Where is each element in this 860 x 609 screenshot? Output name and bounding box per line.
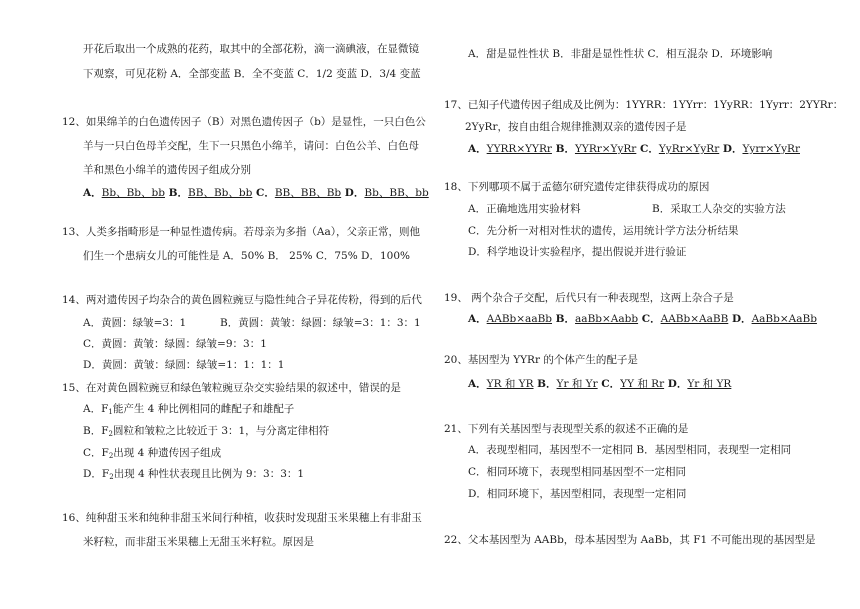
q20-option-a-label: A． — [468, 378, 487, 390]
q20-options — [468, 377, 731, 391]
q15-option-a-prefix: A．F — [83, 403, 109, 415]
q12-option-b-label: B． — [164, 187, 189, 199]
q21-option-c: C．相同环境下，表现型相同基因型不一定相同 — [468, 466, 687, 478]
q15-option-a-subscript: 1 — [108, 408, 113, 416]
q12-option-a-value: Bb、Bb、bb — [101, 187, 165, 199]
q15-option-d-subscript: 2 — [109, 473, 114, 481]
q16-options: A．甜是显性性状 B．非甜是显性性状 C．相互混杂 D．环境影响 — [468, 48, 773, 60]
q22-stem: 22、父本基因型为 AABb，母本基因型为 AaBb，其 F1 不可能出现的基因型是 — [444, 534, 816, 546]
q17-stem-line-1: 17、已知子代遗传因子组成及比例为：1YYRR：1YYrr：1YyRR：1Yyrr：2YYRr： — [444, 99, 844, 111]
q17-stem-line-2: 2YyRr，按自由组合规律推测双亲的遗传因子是 — [465, 121, 687, 133]
q17-option-d-value: Yyrr×YyRr — [742, 143, 800, 155]
q15-option-d-prefix: D．F — [83, 468, 110, 480]
q12-stem-line-2: 羊与一只白色母羊交配，生下一只黑色小绵羊，请问：白色公羊、白色母 — [83, 140, 419, 152]
q18-option-d: D．科学地设计实验程序，提出假说并进行验证 — [468, 246, 687, 258]
q12-options — [83, 186, 429, 200]
q19-stem: 19、 两个杂合子交配，后代只有一种表现型，这两上杂合子是 — [444, 292, 734, 304]
q20-stem: 20、基因型为 YYRr 的个体产生的配子是 — [444, 354, 638, 366]
q21-stem: 21、下列有关基因型与表现型关系的叙述不正确的是 — [444, 423, 689, 435]
q15-option-b-subscript: 2 — [108, 430, 113, 438]
q20-option-b-label: B． — [533, 378, 557, 390]
q19-option-c-value: AABb×AaBB — [660, 313, 729, 325]
q11-stem-line-1: 开花后取出一个成熟的花药，取其中的全部花粉，滴一滴碘液，在显微镜 — [83, 43, 419, 55]
q15-option-c-text: 出现 4 种遗传因子组成 — [113, 447, 222, 459]
q17-options — [468, 142, 800, 156]
q17-option-c-value: YyRr×YyRr — [658, 143, 720, 155]
q17-option-b-label: B． — [551, 143, 575, 155]
q19-option-b-label: B． — [552, 313, 576, 325]
q15-option-d-text: 出现 4 种性状表现且比例为 9：3：3：1 — [113, 468, 305, 480]
q15-option-d — [83, 467, 304, 481]
q15-option-b-prefix: B．F — [83, 425, 109, 437]
q15-option-c-subscript: 2 — [108, 452, 114, 460]
q20-option-c-label: C． — [597, 378, 621, 390]
q15-option-b-text: 圆粒和皱粒之比较近于 3：1，与分离定律相符 — [112, 425, 330, 437]
q12-option-c-value: BB、BB、Bb — [274, 187, 342, 199]
q16-stem-line-1: 16、纯种甜玉米和纯种非甜玉米间行种植，收获时发现甜玉米果穗上有非甜玉 — [62, 512, 422, 524]
q20-option-d-label: D． — [664, 378, 688, 390]
q20-option-d-value: Yr 和 YR — [687, 378, 732, 390]
q14-option-a: A．黄圆：绿皱=3：1 — [83, 317, 187, 329]
q14-option-b: B．黄圆：黄皱：绿圆：绿皱=3：1：3：1 — [220, 317, 421, 329]
q12-option-c-label: C． — [252, 187, 275, 199]
q13-stem-line-2: 们生一个患病女儿的可能性是 A．50% B． 25% C．75% D．100% — [83, 250, 410, 262]
q19-option-d-value: AaBb×AaBb — [751, 313, 817, 325]
q15-option-c — [83, 446, 221, 460]
q14-option-c: C．黄圆：黄皱：绿圆：绿皱=9：3：1 — [83, 338, 267, 350]
q21-option-a-b: A．表现型相同，基因型不一定相同 B．基因型相同，表现型一定相同 — [468, 444, 792, 456]
q16-stem-line-2: 米籽粒，而非甜玉米果穗上无甜玉米籽粒。原因是 — [83, 536, 314, 548]
q18-option-b: B．采取工人杂交的实验方法 — [652, 203, 786, 215]
q15-option-a-text: 能产生 4 种比例相同的雌配子和雄配子 — [112, 403, 295, 415]
q12-stem-line-3: 羊和黑色小绵羊的遗传因子组成分别 — [83, 164, 251, 176]
q17-option-a-label: A． — [468, 143, 487, 155]
q19-option-b-value: aaBb×Aabb — [575, 313, 639, 325]
q19-option-d-label: D． — [728, 313, 752, 325]
q14-stem: 14、两对遗传因子均杂合的黄色圆粒豌豆与隐性纯合子异花传粉，得到的后代 — [62, 294, 422, 306]
q19-option-a-label: A． — [468, 313, 487, 325]
q17-option-d-label: D． — [719, 143, 743, 155]
q21-option-d: D．相同环境下，基因型相同，表现型一定相同 — [468, 488, 687, 500]
q11-options-line: 下观察，可见花粉 A．全部变蓝 B．全不变蓝 C．1/2 变蓝 D．3/4 变蓝 — [83, 68, 421, 80]
q17-option-a-value: YYRR×YYRr — [486, 143, 552, 155]
q19-options — [468, 312, 817, 326]
q12-stem-line-1: 12、如果绵羊的白色遗传因子（B）对黑色遗传因子（b）是显性，一只白色公 — [62, 116, 426, 128]
q18-option-a: A．正确地选用实验材料 — [468, 203, 581, 215]
q17-option-b-value: YYRr×YyRr — [574, 143, 637, 155]
q18-stem: 18、下列哪项不属于孟德尔研究遗传定律获得成功的原因 — [444, 181, 710, 193]
q12-option-b-value: BB、Bb、bb — [188, 187, 253, 199]
q12-option-d-label: D． — [341, 187, 365, 199]
q20-option-b-value: Yr 和 Yr — [556, 378, 598, 390]
q18-option-c: C．先分析一对相对性状的遗传，运用统计学方法分析结果 — [468, 225, 739, 237]
q20-option-a-value: YR 和 YR — [486, 378, 534, 390]
q15-option-a — [83, 402, 294, 416]
q15-stem: 15、在对黄色圆粒豌豆和绿色皱粒豌豆杂交实验结果的叙述中，错误的是 — [62, 382, 401, 394]
q12-option-d-value: Bb、BB、bb — [364, 187, 429, 199]
q15-option-c-prefix: C．F — [83, 447, 109, 459]
q19-option-c-label: C． — [638, 313, 661, 325]
q14-option-d: D．黄圆：黄皱：绿圆：绿皱=1：1：1：1 — [83, 359, 285, 371]
q20-option-c-value: YY 和 Rr — [620, 378, 665, 390]
q13-stem-line-1: 13、人类多指畸形是一种显性遗传病。若母亲为多指（Aa），父亲正常，则他 — [62, 226, 420, 238]
q19-option-a-value: AABb×aaBb — [486, 313, 553, 325]
q17-option-c-label: C． — [636, 143, 659, 155]
q12-option-a-label: A． — [83, 187, 102, 199]
q15-option-b — [83, 424, 329, 438]
